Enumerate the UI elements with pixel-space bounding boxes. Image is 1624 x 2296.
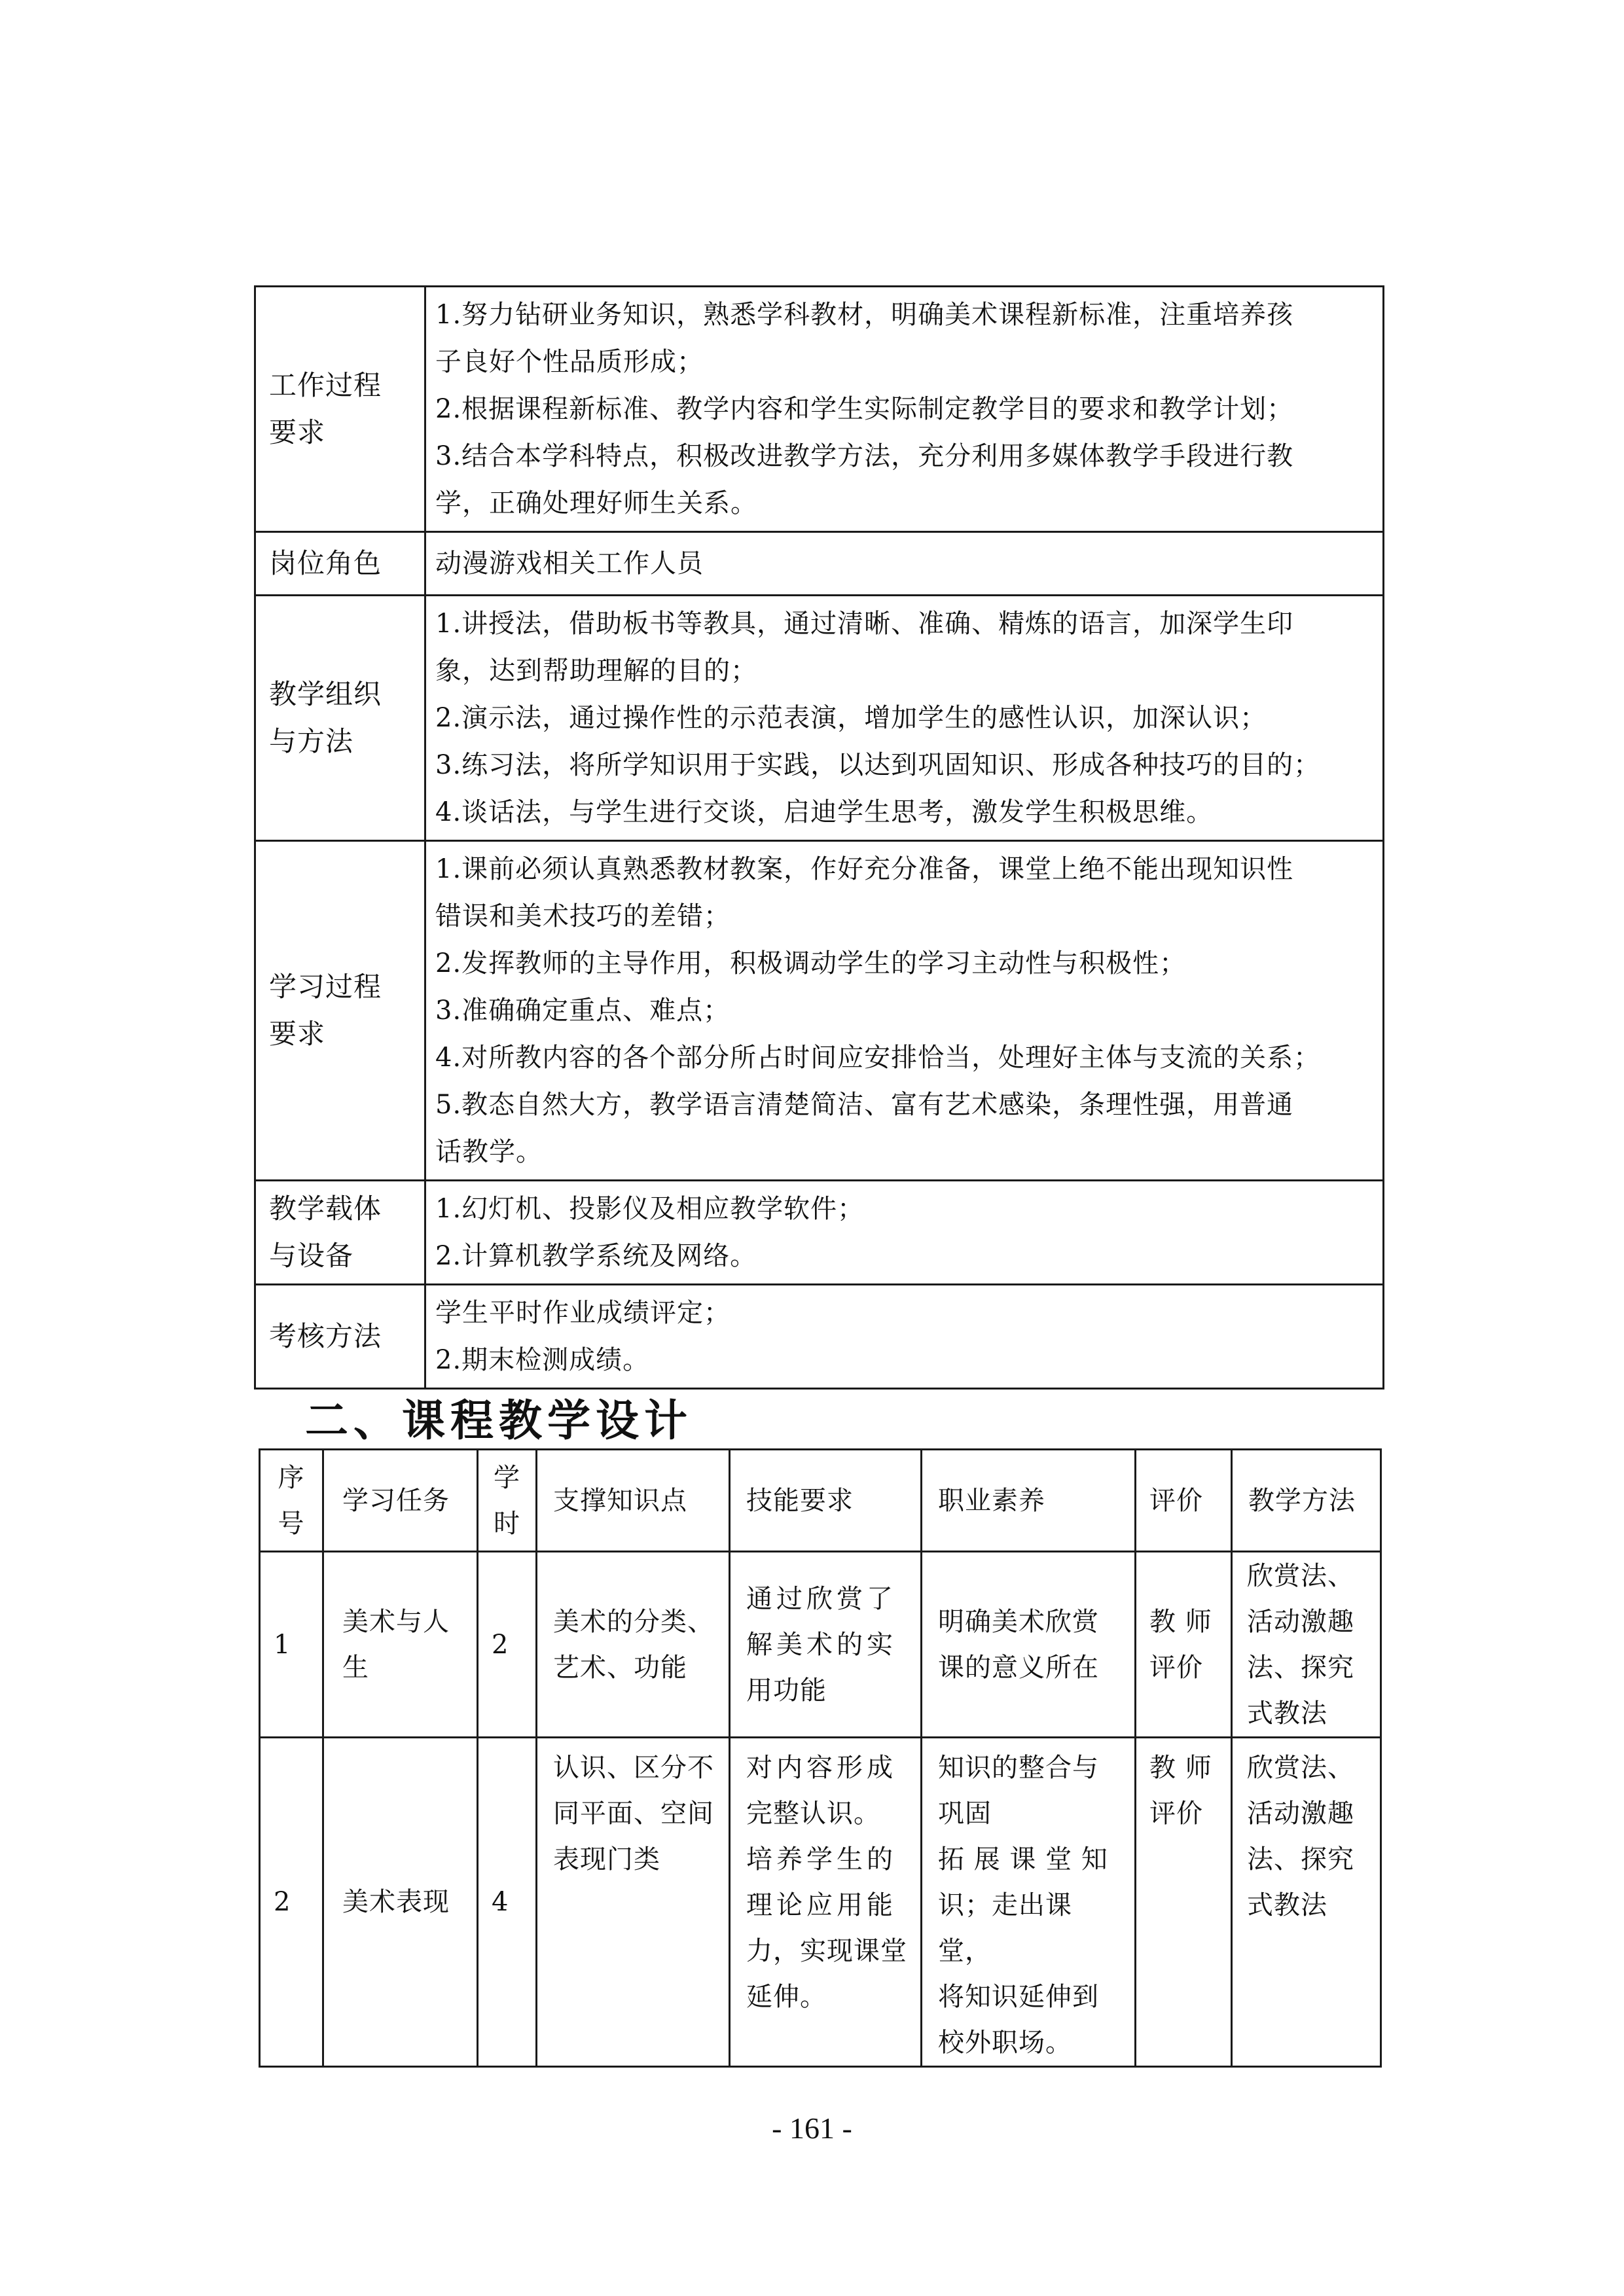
label-line: 要求	[269, 1018, 326, 1050]
content-line: 1.幻灯机、投影仪及相应教学软件；	[435, 1194, 865, 1224]
cell-line: 课的意义所在	[938, 1652, 1099, 1683]
table-row	[260, 1738, 1381, 2067]
label-line: 要求	[269, 416, 326, 448]
content-line: 3.结合本学科特点，积极改进教学方法，充分利用多媒体教学手段进行教	[435, 441, 1294, 471]
label-line: 考核方法	[269, 1320, 382, 1352]
table-row-teaching-equipment	[255, 1181, 1384, 1285]
cell-seq: 2	[260, 1738, 323, 2067]
label-line: 与设备	[269, 1240, 354, 1272]
content-line: 2.计算机教学系统及网络。	[435, 1241, 757, 1271]
section-heading: 二、课程教学设计	[305, 1395, 693, 1446]
cell-line: 活动激趣	[1247, 1799, 1354, 1829]
header-line: 序	[278, 1462, 305, 1493]
label-line: 教学组织	[269, 678, 382, 710]
content-line: 象，达到帮助理解的目的；	[435, 656, 757, 686]
content-line: 4.对所教内容的各个部分所占时间应安排恰当，处理好主体与支流的关系；	[435, 1043, 1321, 1073]
cell-skills	[730, 1738, 922, 2067]
row-content	[425, 532, 1384, 596]
cell-line: 同平面、空间	[553, 1799, 714, 1829]
cell-line: 知识的整合与	[938, 1753, 1099, 1783]
label-line: 学习过程	[269, 971, 382, 1003]
content-line: 学生平时作业成绩评定；	[435, 1298, 731, 1328]
cell-seq: 1	[260, 1552, 323, 1738]
cell-task	[323, 1738, 478, 2067]
cell-line: 巩固	[938, 1799, 992, 1829]
cell-skills	[730, 1552, 922, 1738]
header-line: 号	[278, 1508, 305, 1539]
content-line: 1.讲授法，借助板书等教具，通过清晰、准确、精炼的语言，加深学生印	[435, 609, 1294, 639]
cell-line: 拓 展 课 堂 知	[938, 1844, 1108, 1874]
row-label	[255, 532, 425, 596]
cell-line: 欣赏法、	[1247, 1560, 1354, 1591]
content-line: 学，正确处理好师生关系。	[435, 488, 757, 518]
cell-line: 认识、区分不	[553, 1753, 714, 1783]
cell-knowledge	[537, 1738, 730, 2067]
cell-line: 教 师	[1149, 1753, 1212, 1783]
content-line: 动漫游戏相关工作人员	[435, 548, 704, 579]
row-label	[255, 841, 425, 1181]
table-row	[260, 1552, 1381, 1738]
page-number: - 161 -	[772, 2111, 852, 2145]
row-label	[255, 287, 425, 532]
table-row-job-role	[255, 532, 1384, 596]
table-row-assessment	[255, 1285, 1384, 1389]
header-line: 支撑知识点	[553, 1485, 687, 1516]
cell-line: 用功能	[746, 1675, 827, 1706]
cell-line: 式教法	[1247, 1698, 1327, 1729]
cell-method	[1232, 1552, 1381, 1738]
table-header-row	[260, 1450, 1381, 1552]
content-line: 1.课前必须认真熟悉教材教案，作好充分准备，课堂上绝不能出现知识性	[435, 854, 1294, 884]
header-literacy	[922, 1450, 1136, 1552]
cell-line: 欣赏法、	[1247, 1753, 1354, 1783]
cell-line: 通过欣赏了	[746, 1583, 897, 1614]
table-row-teaching-methods	[255, 596, 1384, 841]
cell-line: 教 师	[1149, 1606, 1212, 1637]
cell-line: 美术与人	[342, 1606, 450, 1637]
cell-line: 美术表现	[342, 1887, 450, 1917]
cell-line: 将知识延伸到	[938, 1982, 1099, 2012]
header-line: 评价	[1149, 1485, 1203, 1516]
header-knowledge	[537, 1450, 730, 1552]
cell-line: 培养学生的	[746, 1844, 897, 1874]
content-line: 4.谈话法，与学生进行交谈，启迪学生思考，激发学生积极思维。	[435, 797, 1214, 827]
content-line: 2.发挥教师的主导作用，积极调动学生的学习主动性与积极性；	[435, 948, 1187, 978]
cell-literacy	[922, 1552, 1136, 1738]
content-line: 3.练习法，将所学知识用于实践，以达到巩固知识、形成各种技巧的目的；	[435, 750, 1321, 780]
content-line: 5.教态自然大方，教学语言清楚简洁、富有艺术感染，条理性强，用普通	[435, 1090, 1294, 1120]
label-line: 与方法	[269, 725, 354, 757]
header-line: 教学方法	[1248, 1485, 1356, 1516]
cell-literacy	[922, 1738, 1136, 2067]
header-line: 技能要求	[746, 1485, 854, 1516]
cell-line: 美术的分类、	[553, 1606, 714, 1637]
content-line: 3.准确确定重点、难点；	[435, 996, 731, 1026]
content-line: 话教学。	[435, 1137, 543, 1167]
cell-evaluation	[1136, 1738, 1232, 2067]
header-line: 时	[494, 1508, 520, 1539]
header-line: 职业素养	[938, 1485, 1045, 1516]
label-line: 教学载体	[269, 1193, 382, 1225]
course-requirements-table	[254, 285, 1384, 1390]
content-line: 错误和美术技巧的差错；	[435, 901, 731, 931]
header-method	[1232, 1450, 1381, 1552]
label-line: 岗位角色	[269, 547, 382, 579]
cell-line: 活动激趣	[1247, 1606, 1354, 1637]
cell-line: 延伸。	[746, 1982, 827, 2012]
cell-line: 法、探究	[1247, 1652, 1354, 1683]
header-task	[323, 1450, 478, 1552]
cell-line: 式教法	[1247, 1890, 1327, 1920]
label-line: 工作过程	[269, 369, 382, 401]
content-line: 2.演示法，通过操作性的示范表演，增加学生的感性认识，加深认识；	[435, 703, 1267, 733]
header-hours	[478, 1450, 537, 1552]
cell-line: 力，实现课堂	[746, 1936, 907, 1966]
cell-line: 表现门类	[553, 1844, 660, 1874]
cell-line: 解美术的实	[746, 1629, 897, 1660]
cell-knowledge	[537, 1552, 730, 1738]
row-label	[255, 596, 425, 841]
cell-line: 完整认识。	[746, 1799, 880, 1829]
row-content	[425, 1285, 1384, 1389]
row-content	[425, 841, 1384, 1181]
row-content	[425, 1181, 1384, 1285]
content-line: 2.根据课程新标准、教学内容和学生实际制定教学目的要求和教学计划；	[435, 394, 1294, 424]
cell-line: 评价	[1149, 1652, 1203, 1683]
content-line: 子良好个性品质形成；	[435, 347, 704, 377]
cell-task	[323, 1552, 478, 1738]
cell-evaluation	[1136, 1552, 1232, 1738]
cell-line: 法、探究	[1247, 1844, 1354, 1874]
row-content	[425, 287, 1384, 532]
cell-line: 理论应用能	[746, 1890, 897, 1920]
cell-line: 艺术、功能	[553, 1652, 687, 1683]
cell-line: 识；走出课堂，	[938, 1890, 1072, 1966]
cell-line: 校外职场。	[938, 2028, 1072, 2058]
table-row-learning-process	[255, 841, 1384, 1181]
cell-line: 明确美术欣赏	[938, 1606, 1099, 1637]
content-line: 2.期末检测成绩。	[435, 1345, 650, 1375]
row-label	[255, 1181, 425, 1285]
cell-line: 生	[342, 1652, 369, 1683]
cell-line: 评价	[1149, 1799, 1203, 1829]
header-evaluation	[1136, 1450, 1232, 1552]
header-skills	[730, 1450, 922, 1552]
header-seq	[260, 1450, 323, 1552]
header-line: 学	[494, 1462, 520, 1493]
row-label	[255, 1285, 425, 1389]
course-design-table	[259, 1448, 1382, 2068]
cell-hours: 4	[478, 1738, 537, 2067]
content-line: 1.努力钻研业务知识，熟悉学科教材，明确美术课程新标准，注重培养孩	[435, 300, 1294, 330]
cell-hours: 2	[478, 1552, 537, 1738]
cell-method	[1232, 1738, 1381, 2067]
table-row-work-process	[255, 287, 1384, 532]
cell-line: 对内容形成	[746, 1753, 897, 1783]
row-content	[425, 596, 1384, 841]
header-line: 学习任务	[342, 1485, 450, 1516]
